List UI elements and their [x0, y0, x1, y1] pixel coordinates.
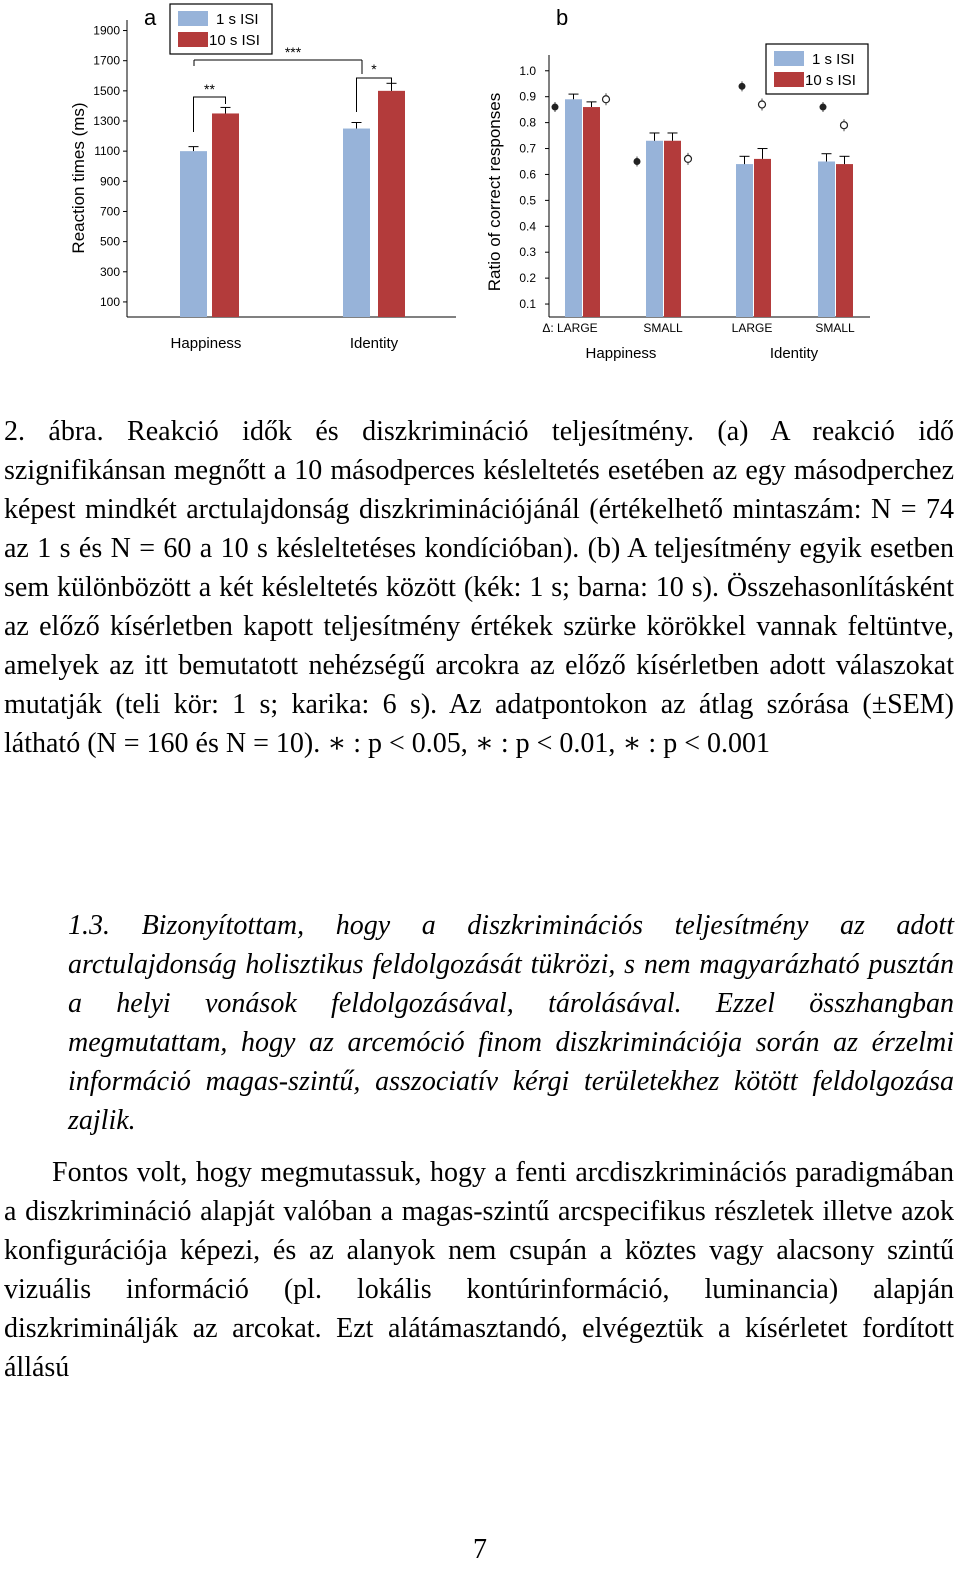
- panel-a-sig-between: ***: [284, 44, 302, 60]
- panel-b-comparison-filled-marker: [820, 104, 827, 111]
- panel-a-letter: a: [144, 5, 157, 30]
- panel-a-y-tick-label: 300: [99, 264, 120, 279]
- panel-b-y-tick-label: 0.6: [519, 167, 536, 182]
- panel-a-y-tick-label: 900: [99, 174, 120, 189]
- page-number: 7: [473, 1534, 487, 1565]
- panel-a-category-label: Happiness: [170, 335, 242, 352]
- panel-b-legend-label-red: 10 s ISI: [805, 72, 856, 89]
- panel-b-y-axis-label: Ratio of correct responses: [485, 92, 504, 292]
- panel-b-group-label: SMALL: [815, 321, 855, 335]
- panel-a-y-tick-label: 700: [99, 204, 120, 219]
- panel-b-y-tick-label: 0.4: [519, 219, 536, 234]
- panel-a-bar: [180, 151, 207, 317]
- panel-a-sig-happiness: **: [204, 81, 215, 97]
- panel-a-y-axis-label: Reaction times (ms): [69, 102, 88, 254]
- panel-a-bar: [343, 129, 370, 317]
- panel-b-bar: [583, 107, 600, 317]
- panel-b-comparison-open-marker: [759, 101, 766, 108]
- panel-b-y-tick-label: 0.9: [519, 89, 536, 104]
- panel-a-bar: [378, 91, 405, 317]
- panel-a-y-tick-label: 500: [99, 234, 120, 249]
- panel-b-comparison-filled-marker: [552, 104, 559, 111]
- panel-b-comparison-open-marker: [603, 96, 610, 103]
- panel-b-category-label: Happiness: [585, 345, 657, 362]
- panel-a-legend-label-red: 10 s ISI: [209, 32, 260, 49]
- panel-b-y-tick-label: 0.5: [519, 193, 536, 208]
- panel-a-chart: [69, 4, 456, 352]
- panel-b-group-label: Δ: LARGE: [542, 321, 598, 335]
- panel-b-bar: [836, 164, 853, 317]
- panel-b-legend-label-blue: 1 s ISI: [812, 51, 855, 68]
- figure-label: 2. ábra.: [4, 416, 104, 447]
- panel-a-bar: [212, 113, 239, 317]
- panel-b-bar: [565, 99, 582, 317]
- thesis-claim: 1.3. Bizonyítottam, hogy a diszkriminációs teljesítmény az adott arctulajdonság holisztikus feldolgozását tükrözi, s nem magyarázható pusztán a helyi vonások feldolgozásával, tárolásával. Ezzel összhangban megmutattam, hogy az arcemóció finom diszkriminációja során az érzelmi információ magas-szintű, asszociatív kérgi területekhez kötött feldolgozása zajlik.: [68, 910, 954, 1136]
- panel-a-y-tick-label: 1900: [93, 23, 120, 38]
- panel-b-group-label: SMALL: [643, 321, 683, 335]
- panel-a-legend-swatch-blue: [178, 11, 208, 26]
- panel-a-y-tick-label: 100: [99, 294, 120, 309]
- panel-b-y-tick-label: 0.2: [519, 271, 536, 286]
- panel-b-letter: b: [556, 5, 569, 30]
- panel-a-sig-identity: *: [371, 61, 377, 77]
- figure: [0, 0, 960, 380]
- panel-b-category-label: Identity: [769, 345, 819, 362]
- panel-b-comparison-filled-marker: [634, 158, 641, 165]
- panel-a-legend-label-blue: 1 s ISI: [216, 11, 259, 28]
- panel-b-group-label: LARGE: [731, 321, 773, 335]
- body-paragraph: Fontos volt, hogy megmutassuk, hogy a fenti arcdiszkriminációs paradigmában a diszkrimináció alapját valóban a magas-szintű arcspecifikus részletek illetve azok konfigurációja képezi, és az alanyok nem csupán a köztes vagy alacsony szintű vizuális információ (pl. lokális kontúrinformáció, luminancia) alapján diszkriminálják az arcokat. Ezt alátámasztandó, elvégeztük a kísérletet fordított állású: [4, 1157, 954, 1383]
- panel-a-y-tick-label: 1700: [93, 53, 120, 68]
- caption-text: Reakció idők és diszkrimináció teljesítmény. (a) A reakció idő szignifikánsan megnőtt a 10 másodperces késleltetés esetében az egy másodperchez képest mindkét arctulajdonság diszkriminációjánál (értékelhető mintaszám: N = 74 az 1 s és N = 60 a 10 s késleltetéses kondícióban). (b) A teljesítmény egyik esetben sem különbözött a két késleltetés között (kék: 1 s; barna: 10 s). Összehasonlításként az előző kísérletben kapott teljesítmény értékek szürke körökkel vannak feltüntve, amelyek az itt bemutatott nehézségű arcokra az előző kísérletben adott válaszokat mutatják (teli kör: 1 s; karika: 6 s). Az adatpontokon az átlag szórása (±SEM) látható (N = 160 és N = 10). ∗ : p < 0.05, ∗ : p < 0.01, ∗ : p < 0.001: [4, 416, 955, 759]
- figure-caption: [4, 412, 954, 763]
- panel-a-y-tick-label: 1100: [94, 144, 120, 159]
- panel-a-y-tick-label: 1300: [93, 114, 120, 128]
- panel-b-comparison-open-marker: [841, 122, 848, 129]
- panel-a-category-label: Identity: [349, 335, 399, 352]
- panel-b-legend-swatch-blue: [774, 51, 804, 66]
- panel-b-y-tick-label: 0.8: [519, 115, 536, 130]
- panel-b-y-tick-label: 0.1: [519, 297, 536, 312]
- panel-b-comparison-open-marker: [685, 155, 692, 162]
- panel-b-bar: [646, 141, 663, 317]
- panel-b-bar: [664, 141, 681, 317]
- panel-a-legend-swatch-red: [178, 32, 208, 47]
- panel-a-y-tick-label: 1500: [93, 83, 120, 98]
- panel-b-comparison-filled-marker: [739, 83, 746, 90]
- panel-b-bar: [754, 159, 771, 317]
- panel-b-y-tick-label: 0.7: [519, 141, 536, 156]
- panel-b-bar: [818, 161, 835, 317]
- panel-b-legend-swatch-red: [774, 72, 804, 87]
- panel-b-chart: [485, 5, 870, 362]
- panel-b-bar: [736, 164, 753, 317]
- panel-b-y-tick-label: 1.0: [519, 63, 536, 78]
- panel-b-y-tick-label: 0.3: [519, 245, 536, 260]
